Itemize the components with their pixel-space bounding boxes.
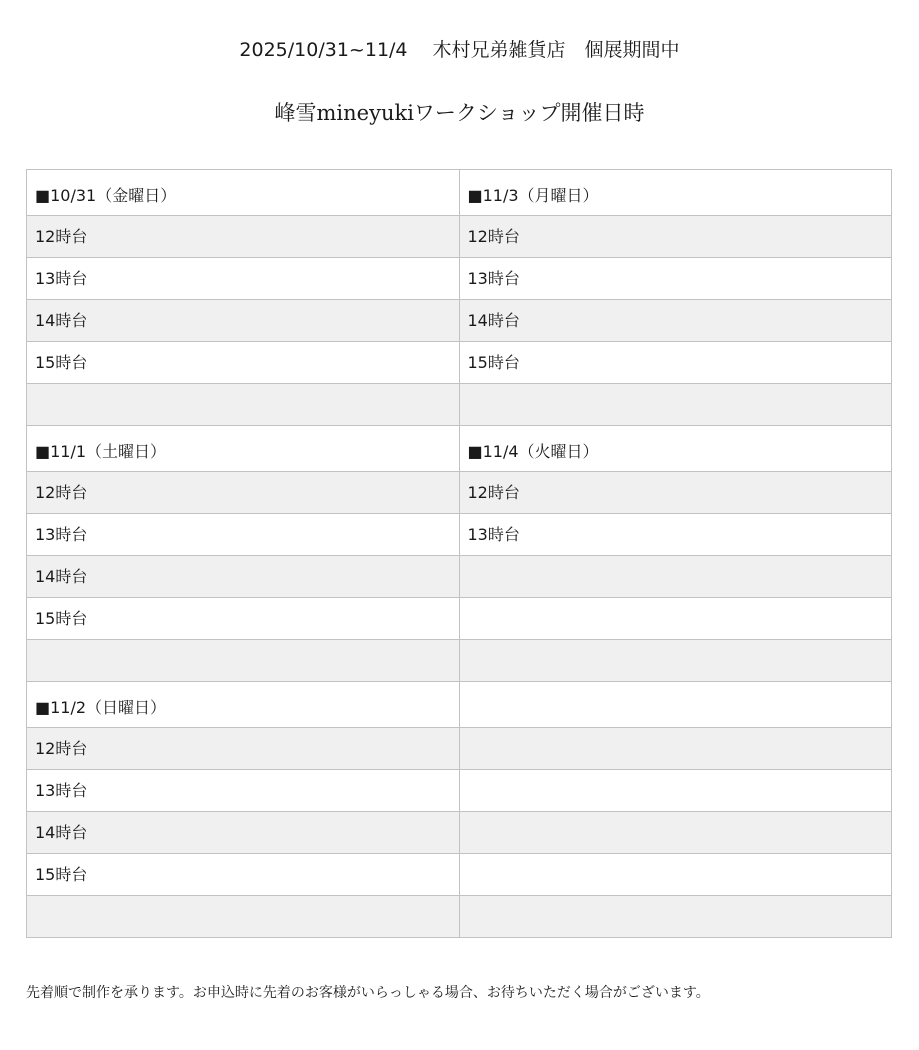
time-slot-cell: 15時台 (27, 854, 460, 896)
time-slot-row (27, 514, 892, 556)
empty-cell (459, 384, 892, 426)
time-slot-cell: 13時台 (459, 514, 892, 556)
time-slot-row (27, 728, 892, 770)
spacer-row (27, 896, 892, 938)
day-header-cell: ■10/31（金曜日） (27, 170, 460, 216)
time-slot-row (27, 300, 892, 342)
day-header-row (27, 426, 892, 472)
time-slot-cell: 12時台 (27, 728, 460, 770)
time-slot-cell: 15時台 (27, 598, 460, 640)
time-slot-cell: 12時台 (459, 216, 892, 258)
day-header-cell: ■11/3（月曜日） (459, 170, 892, 216)
exhibition-period-subtitle: 2025/10/31~11/4 木村兄弟雑貨店 個展期間中 (239, 39, 680, 61)
empty-cell (459, 682, 892, 728)
reservation-note: 先着順で制作を承ります。お申込時に先着のお客様がいらっしゃる場合、お待ちいただく場合がございます。 (26, 985, 710, 1001)
time-slot-cell: 15時台 (459, 342, 892, 384)
time-slot-cell: 14時台 (27, 556, 460, 598)
empty-cell (459, 812, 892, 854)
time-slot-cell: 15時台 (27, 342, 460, 384)
time-slot-row (27, 854, 892, 896)
day-header-cell: ■11/4（火曜日） (459, 426, 892, 472)
workshop-title: 峰雪mineyukiワークショップ開催日時 (274, 101, 645, 125)
time-slot-row (27, 556, 892, 598)
empty-cell (459, 598, 892, 640)
time-slot-cell: 13時台 (27, 258, 460, 300)
empty-cell (27, 640, 460, 682)
empty-cell (459, 556, 892, 598)
empty-cell (459, 770, 892, 812)
time-slot-cell: 14時台 (27, 300, 460, 342)
empty-cell (27, 896, 460, 938)
time-slot-row (27, 812, 892, 854)
day-header-row (27, 682, 892, 728)
spacer-row (27, 640, 892, 682)
time-slot-cell: 14時台 (27, 812, 460, 854)
time-slot-cell: 12時台 (459, 472, 892, 514)
time-slot-row (27, 598, 892, 640)
empty-cell (459, 728, 892, 770)
time-slot-row (27, 216, 892, 258)
empty-cell (27, 384, 460, 426)
time-slot-cell: 14時台 (459, 300, 892, 342)
empty-cell (459, 896, 892, 938)
empty-cell (459, 854, 892, 896)
time-slot-cell: 12時台 (27, 472, 460, 514)
time-slot-cell: 13時台 (459, 258, 892, 300)
time-slot-row (27, 342, 892, 384)
day-header-cell: ■11/2（日曜日） (27, 682, 460, 728)
time-slot-row (27, 770, 892, 812)
day-header-row (27, 170, 892, 216)
day-header-cell: ■11/1（土曜日） (27, 426, 460, 472)
time-slot-cell: 13時台 (27, 770, 460, 812)
spacer-row (27, 384, 892, 426)
time-slot-cell: 13時台 (27, 514, 460, 556)
workshop-schedule-table (26, 169, 892, 938)
time-slot-cell: 12時台 (27, 216, 460, 258)
time-slot-row (27, 258, 892, 300)
time-slot-row (27, 472, 892, 514)
empty-cell (459, 640, 892, 682)
